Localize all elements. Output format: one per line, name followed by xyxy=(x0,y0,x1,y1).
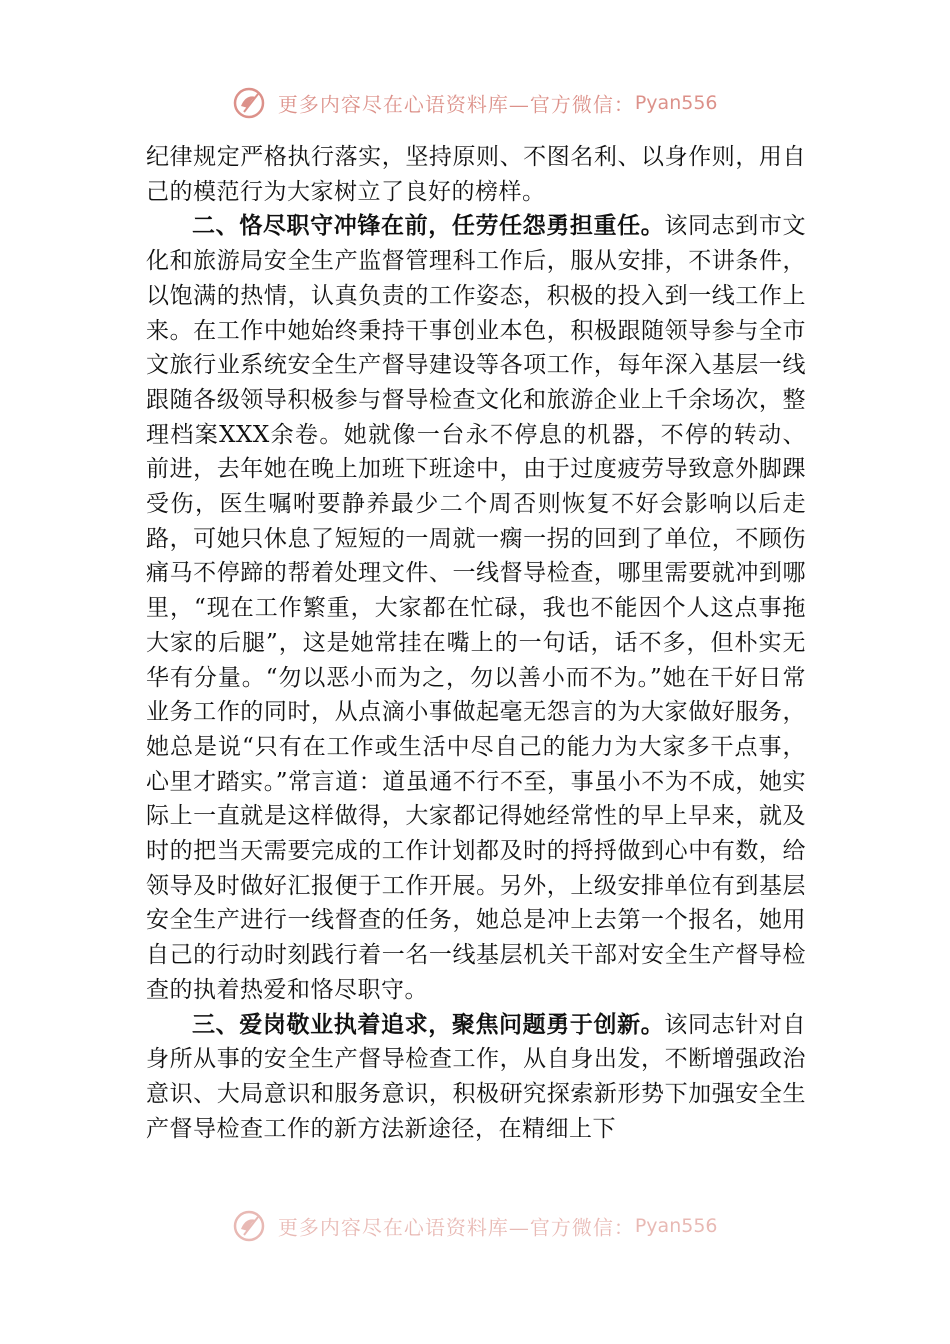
paragraph-body: 该同志到市文化和旅游局安全生产监督管理科工作后，服从安排，不讲条件，以饱满的热情，认真负责的工作姿态，积极的投入到一线工作上来。在工作中她始终秉持干事创业本色，积极跟随领导参与全市文旅行业系统安全生产督导建设等各项工作，每年深入基层一线跟随各级领导积极参与督导检查文化和旅游企业上千余场次，整理档案XXX余卷。她就像一台永不停息的机器，不停的转动、前进，去年她在晚上加班下班途中，由于过度疲劳导致意外脚踝受伤，医生嘱咐要静养最少二个周否则恢复不好会影响以后走路，可她只休息了短短的一周就一瘸一拐的回到了单位，不顾伤痛马不停蹄的帮着处理文件、一线督导检查，哪里需要就冲到哪里，“现在工作繁重，大家都在忙碌，我也不能因个人这点事拖大家的后腿”，这是她常挂在嘴上的一句话，话不多，但朴实无华有分量。“勿以恶小而为之，勿以善小而不为。”她在干好日常业务工作的同时，从点滴小事做起毫无怨言的为大家做好服务，她总是说“只有在工作或生活中尽自己的能力为大家多干点事，心里才踏实。”常言道：道虽通不行不至，事虽小不为不成，她实际上一直就是这样做得，大家都记得她经常性的早上早来，就及时的把当天需要完成的工作计划都及时的捋捋做到心中有数，给领导及时做好汇报便于工作开展。另外，上级安排单位有到基层安全生产进行一线督查的任务，她总是冲上去第一个报名，她用自己的行动时刻践行着一名一线基层机关干部对安全生产督导检查的执着热爱和恪尽职守。 xyxy=(146,213,807,1003)
brand-logo-icon xyxy=(232,86,266,120)
watermark-id: Pyan556 xyxy=(634,1215,718,1237)
paragraph-section-two xyxy=(146,209,806,1007)
brand-logo-icon xyxy=(232,1209,266,1243)
watermark-footer xyxy=(0,1209,950,1243)
watermark-id: Pyan556 xyxy=(634,92,718,114)
watermark-header xyxy=(0,86,950,120)
paragraph-body: 纪律规定严格执行落实，坚持原则、不图名利、以身作则，用自己的模范行为大家树立了良好的榜样。 xyxy=(146,144,806,205)
document-body xyxy=(146,140,806,1146)
paragraph-continuation xyxy=(146,140,806,209)
paragraph-body: 该同志针对自身所从事的安全生产督导检查工作，从自身出发，不断增强政治意识、大局意识和服务意识，积极研究探索新形势下加强安全生产督导检查工作的新方法新途径，在精细上下 xyxy=(146,1011,807,1142)
watermark-text: 更多内容尽在心语资料库—官方微信： xyxy=(277,1215,635,1240)
watermark-text: 更多内容尽在心语资料库—官方微信： xyxy=(277,92,635,117)
section-heading: 二、恪尽职守冲锋在前，任劳任怨勇担重任。 xyxy=(192,213,665,240)
paragraph-section-three xyxy=(146,1008,806,1147)
section-heading: 三、爱岗敬业执着追求，聚焦问题勇于创新。 xyxy=(192,1011,665,1038)
